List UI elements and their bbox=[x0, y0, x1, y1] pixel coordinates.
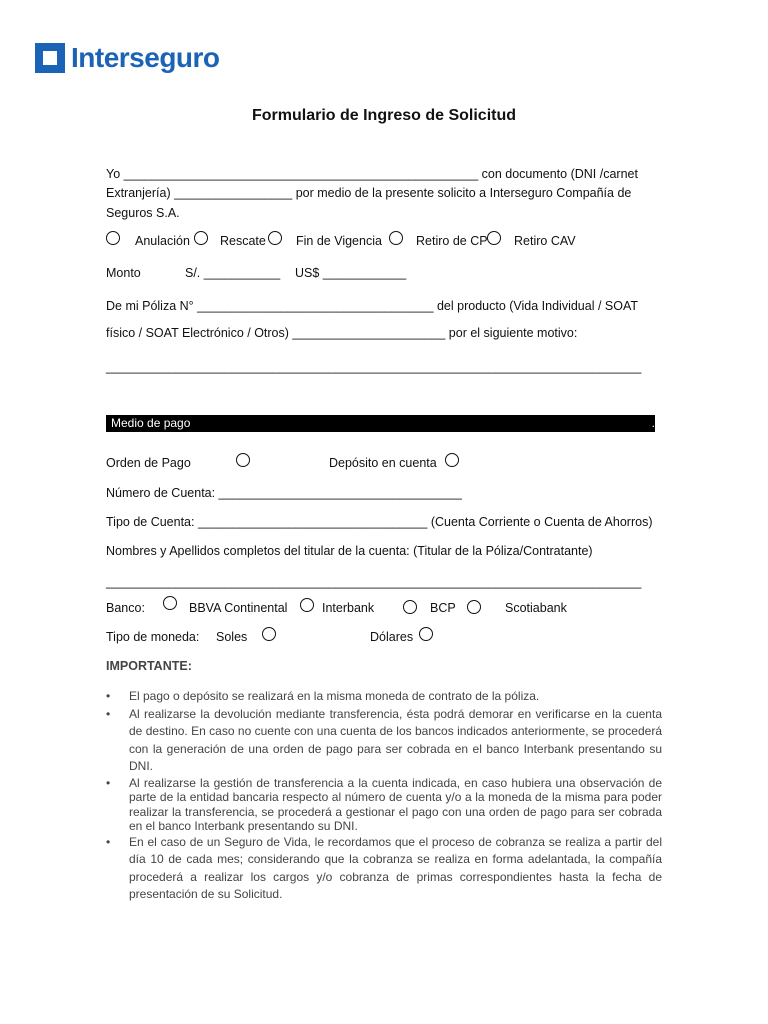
policy-line-1: De mi Póliza N° __________________________________ del producto (Vida Individual / SOAT bbox=[106, 299, 639, 313]
bank-bcp: BCP bbox=[430, 601, 456, 615]
orden-de-pago-label: Orden de Pago bbox=[106, 456, 191, 470]
radio-bbva[interactable] bbox=[163, 596, 177, 610]
radio-orden-de-pago[interactable] bbox=[236, 453, 250, 467]
currency-soles-label: Soles bbox=[216, 630, 248, 644]
header-line-3: Seguros S.A. bbox=[106, 206, 180, 220]
note-item: • Al realizarse la devolución mediante transferencia, ésta podrá demorar en verificarse en la cuenta de destino. En caso no cuente con una cuenta de los bancos indicados anteriormente, se procederá con la generación de una orden de pago para ser cobrada en el banco Interbank presentando su DNI. bbox=[106, 706, 662, 776]
account-holder-line[interactable]: _____________________________________________________________________________ bbox=[106, 575, 642, 589]
radio-rescate[interactable] bbox=[194, 231, 208, 245]
payment-header-label: Medio de pago bbox=[111, 416, 191, 430]
header-line-1: Yo ___________________________________________________ con documento (DNI /carnet bbox=[106, 167, 638, 181]
account-holder-label: Nombres y Apellidos completos del titular de la cuenta: (Titular de la Póliza/Contratante) bbox=[106, 544, 593, 558]
header-line-2: Extranjería) _________________ por medio de la presente solicito a Interseguro Compañía de bbox=[106, 186, 632, 200]
radio-anulacion[interactable] bbox=[106, 231, 120, 245]
amount-soles-field[interactable]: S/. ___________ bbox=[185, 266, 281, 280]
bank-bbva: BBVA Continental bbox=[189, 601, 288, 615]
radio-deposito[interactable] bbox=[445, 453, 459, 467]
radio-interbank[interactable] bbox=[300, 598, 314, 612]
label-rescate: Rescate bbox=[220, 234, 266, 248]
payment-section-header bbox=[106, 415, 655, 432]
amount-label: Monto bbox=[106, 266, 141, 280]
currency-label: Tipo de moneda: bbox=[106, 630, 200, 644]
radio-retiro-cp[interactable] bbox=[389, 231, 403, 245]
bank-interbank: Interbank bbox=[322, 601, 375, 615]
important-label: IMPORTANTE: bbox=[106, 659, 192, 673]
bank-label: Banco: bbox=[106, 601, 145, 615]
radio-bcp[interactable] bbox=[403, 600, 417, 614]
deposito-label: Depósito en cuenta bbox=[329, 456, 437, 470]
radio-fin-de-vigencia[interactable] bbox=[268, 231, 282, 245]
radio-retiro-cav[interactable] bbox=[487, 231, 501, 245]
reason-line[interactable]: _____________________________________________________________________________ bbox=[106, 360, 642, 374]
note-item: • Al realizarse la gestión de transferencia a la cuenta indicada, en caso hubiera una observación de parte de la entidad bancaria respecto al número de cuenta y/o a la moneda de la misma para poder realizar la transferencia, se procederá a gestionar el pago con una orden de pago para ser cobrada en el banco Interbank presentando su DNI. bbox=[106, 776, 662, 834]
policy-line-2: físico / SOAT Electrónico / Otros) ______________________ por el siguiente motivo: bbox=[106, 326, 578, 340]
form-title: Formulario de Ingreso de Solicitud bbox=[251, 107, 517, 124]
label-fin-de-vigencia: Fin de Vigencia bbox=[296, 234, 382, 248]
bank-scotiabank: Scotiabank bbox=[505, 601, 567, 615]
radio-dolares[interactable] bbox=[419, 627, 433, 641]
currency-dolares-label: Dólares bbox=[370, 630, 414, 644]
logo-icon bbox=[35, 43, 65, 73]
amount-dollars-field[interactable]: US$ ____________ bbox=[295, 266, 407, 280]
label-retiro-cp: Retiro de CP bbox=[416, 234, 488, 248]
note-item: • En el caso de un Seguro de Vida, le recordamos que el proceso de cobranza se realiza a partir del día 10 de cada mes; considerando que la cobranza se realiza en forma adelantada, la compañía procederá a realizar los cargos y/o cobranza de primas correspondientes hasta la fecha de presentación de su Solicitud. bbox=[106, 834, 662, 904]
note-item: • El pago o depósito se realizará en la misma moneda de contrato de la póliza. bbox=[106, 688, 662, 706]
radio-scotiabank[interactable] bbox=[467, 600, 481, 614]
payment-header-end: . bbox=[651, 416, 655, 430]
label-retiro-cav: Retiro CAV bbox=[514, 234, 576, 248]
interseguro-logo bbox=[35, 42, 220, 74]
important-notes-list bbox=[106, 688, 662, 904]
label-anulacion: Anulación bbox=[135, 234, 190, 248]
logo-text: Interseguro bbox=[71, 42, 220, 73]
radio-soles[interactable] bbox=[262, 627, 276, 641]
account-type-field[interactable]: Tipo de Cuenta: _________________________________ (Cuenta Corriente o Cuenta de Ahorros) bbox=[106, 515, 653, 529]
account-number-field[interactable]: Número de Cuenta: ___________________________________ bbox=[106, 486, 462, 500]
